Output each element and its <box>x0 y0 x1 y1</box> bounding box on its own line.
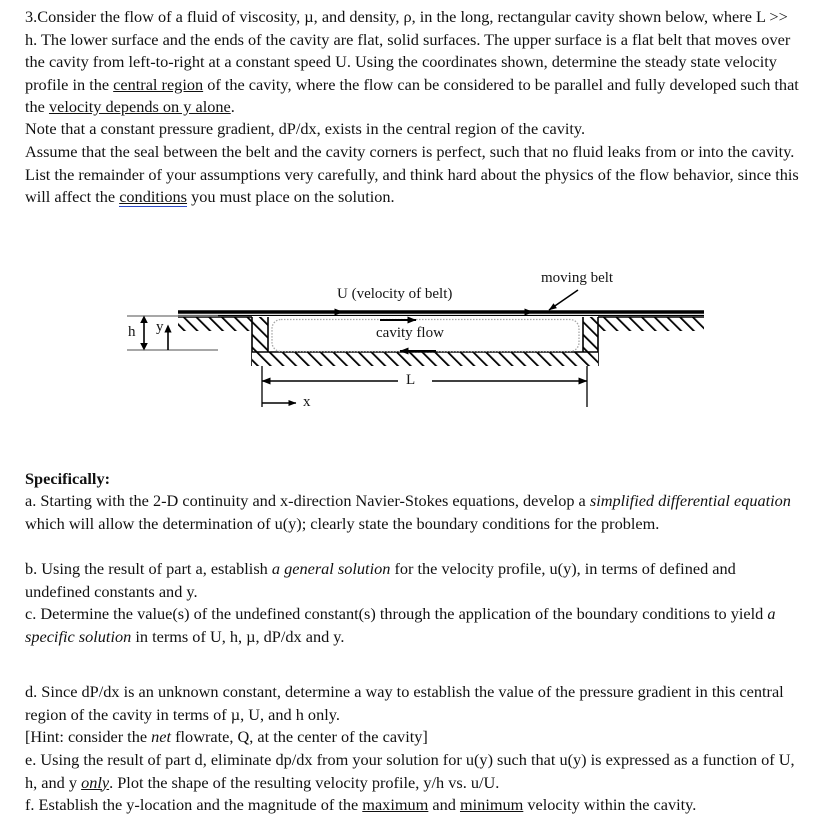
text-run: Note that a constant pressure gradient, dP/dx, exists in the central region of the cavity. <box>25 119 586 138</box>
cavity-schematic-diagram <box>0 262 823 432</box>
text-run: which will allow the determination of u(y); clearly state the boundary conditions for the problem. <box>25 513 660 533</box>
text-run: e. Using the result of part d, eliminate dp/dx from your solution for u(y) such that u(y) is expressed as a function of U, h, and y <box>25 750 795 792</box>
text-run: 3.Consider the flow of a fluid of viscosity, µ, and density, ρ, in the long, rectangular cavity shown below, where L >> h. The lower surface and the ends of the cavity are flat, solid surfaces. The upper surface is a flat belt that moves over the cavity from left-to-right at a constant speed U. Using the coordinates shown, determine the steady state velocity profile in the <box>25 7 791 94</box>
left-solid-block <box>178 317 252 331</box>
paragraph-text <box>25 603 800 648</box>
emphasis-only: only <box>81 772 110 792</box>
emphasis-maximum: maximum <box>362 795 429 814</box>
text-run: [Hint: consider the <box>25 727 152 746</box>
text-run: . Plot the shape of the resulting velocity profile, y/h vs. u/U. <box>109 772 500 792</box>
moving-belt-leader <box>549 290 578 310</box>
text-run: d. Since dP/dx is an unknown constant, determine a way to establish the value of the pressure gradient in this central region of the cavity in terms of µ, U, and h only. <box>25 682 784 724</box>
text-run: b. Using the result of part a, establish <box>25 559 272 578</box>
paragraph-text <box>25 6 800 119</box>
paragraph-hint <box>25 726 800 749</box>
emphasis-net: net <box>151 727 172 746</box>
text-run: velocity within the cavity. <box>523 795 697 814</box>
label-cavity-flow: cavity flow <box>376 325 444 341</box>
label-x: x <box>303 394 311 410</box>
text-run: and <box>428 795 460 814</box>
text-run: f. Establish the y-location and the magnitude of the <box>25 795 363 814</box>
paragraph-part-b <box>25 558 800 603</box>
paragraph-text <box>25 490 800 535</box>
paragraph-text <box>25 468 800 491</box>
text-run: flowrate, Q, at the center of the cavity] <box>171 727 428 746</box>
paragraph-assumptions <box>25 141 800 209</box>
label-L: L <box>406 372 416 388</box>
paragraph-part-e <box>25 749 800 794</box>
paragraph-text <box>25 141 800 209</box>
text-run: you must place on the solution. <box>187 187 395 206</box>
paragraph-part-c <box>25 603 800 648</box>
emphasis-specific-solution: a specific solution <box>25 604 776 646</box>
spellcheck-word-conditions: conditions <box>119 187 188 206</box>
paragraph-pressure-note <box>25 118 800 141</box>
paragraph-text <box>25 794 800 817</box>
heading-text: Specifically: <box>25 469 111 488</box>
text-run: Assume that the seal between the belt and the cavity corners is perfect, such that no fluid leaks from or into the cavity. List the remainder of your assumptions very carefully, and think hard about the physics of the flow behavior, since this will affect the <box>25 142 799 206</box>
emphasis-simplified-diff-eq: simplified differential equation <box>589 491 791 510</box>
paragraph-part-a <box>25 490 800 535</box>
cavity-floor <box>252 352 598 366</box>
text-run: of the cavity, where the flow can be considered to be parallel and fully developed such that the <box>25 74 799 116</box>
right-solid-block <box>598 317 704 331</box>
text-run: in terms of U, h, µ, dP/dx and y. <box>131 626 345 646</box>
heading-specifically <box>25 468 800 491</box>
emphasis-minimum: minimum <box>459 795 524 814</box>
h-dimension-arrow <box>140 316 148 351</box>
paragraph-intro <box>25 6 800 119</box>
paragraph-text <box>25 749 800 794</box>
emphasis-general-solution: a general solution <box>271 559 391 578</box>
paragraph-text <box>25 558 800 603</box>
paragraph-part-f <box>25 794 800 817</box>
emphasis-velocity-depends: velocity depends on y alone <box>48 97 231 116</box>
y-axis-arrow <box>164 325 171 351</box>
paragraph-text <box>25 726 800 749</box>
moving-belt-line <box>178 312 704 315</box>
text-run: . <box>230 97 235 116</box>
text-run: c. Determine the value(s) of the undefined constant(s) through the application of the boundary conditions to yield <box>25 604 768 623</box>
label-h: h <box>128 324 136 340</box>
paragraph-text <box>25 681 800 726</box>
paragraph-text <box>25 118 800 141</box>
text-run: a. Starting with the 2-D continuity and x-direction Navier-Stokes equations, develop a <box>25 491 590 510</box>
paragraph-part-d <box>25 681 800 726</box>
label-belt-velocity: U (velocity of belt) <box>337 286 453 302</box>
label-y: y <box>156 319 164 335</box>
emphasis-central-region: central region <box>113 74 204 94</box>
label-moving-belt: moving belt <box>541 270 614 286</box>
text-run: for the velocity profile, u(y), in terms of defined and undefined constants and y. <box>25 559 736 601</box>
